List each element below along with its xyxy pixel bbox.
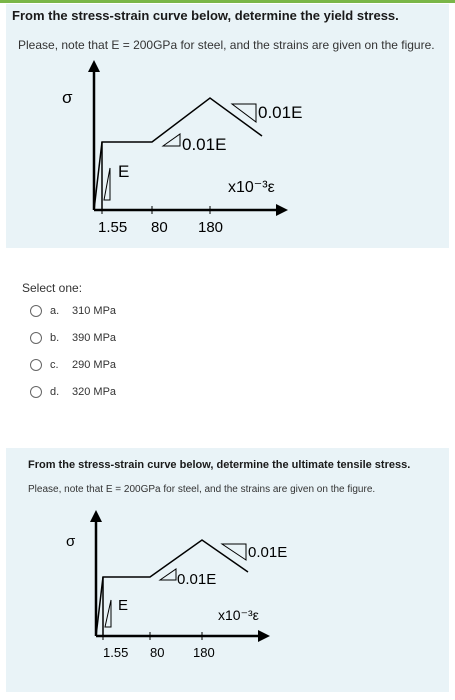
- tick-label-3: 180: [198, 219, 224, 236]
- hardening-label: 0.01E: [177, 571, 217, 588]
- x-axis-unit-label: x10⁻³ε: [228, 179, 275, 196]
- option-text: 320 MPa: [72, 386, 117, 398]
- tick-label-2: 80: [150, 645, 165, 660]
- option-letter: a.: [50, 305, 60, 317]
- option-letter: d.: [50, 386, 60, 398]
- slope-label-E: E: [118, 162, 130, 181]
- sigma-axis-label: σ: [66, 533, 76, 550]
- question-1-title: From the stress-strain curve below, determine the yield stress.: [12, 8, 399, 23]
- option-text: 290 MPa: [72, 359, 117, 371]
- select-one-label: Select one:: [22, 281, 83, 295]
- tick-label-1: 1.55: [103, 645, 129, 660]
- y-axis-arrow-icon: [90, 510, 102, 522]
- option-text: 310 MPa: [72, 305, 117, 317]
- slope-triangle-E: [105, 600, 111, 627]
- option-text: 390 MPa: [72, 332, 117, 344]
- hardening-triangle: [160, 569, 176, 580]
- x-axis-arrow-icon: [258, 630, 270, 642]
- question-2-note: Please, note that E = 200GPa for steel, and the strains are given on the figure.: [28, 484, 376, 495]
- tick-label-3: 180: [193, 645, 215, 660]
- question-2-title: From the stress-strain curve below, determine the ultimate tensile stress.: [28, 459, 411, 471]
- softening-triangle: [222, 544, 246, 560]
- question-1-note: Please, note that E = 200GPa for steel, and the strains are given on the figure.: [18, 38, 435, 52]
- hardening-label: 0.01E: [182, 135, 227, 154]
- slope-label-E: E: [118, 597, 129, 614]
- softening-label: 0.01E: [248, 544, 288, 561]
- option-letter: c.: [50, 359, 59, 371]
- option-letter: b.: [50, 332, 60, 344]
- softening-label: 0.01E: [258, 103, 303, 122]
- x-axis-unit-label: x10⁻³ε: [218, 607, 259, 623]
- tick-label-1: 1.55: [98, 219, 128, 236]
- sigma-axis-label: σ: [62, 88, 73, 107]
- tick-label-2: 80: [151, 219, 168, 236]
